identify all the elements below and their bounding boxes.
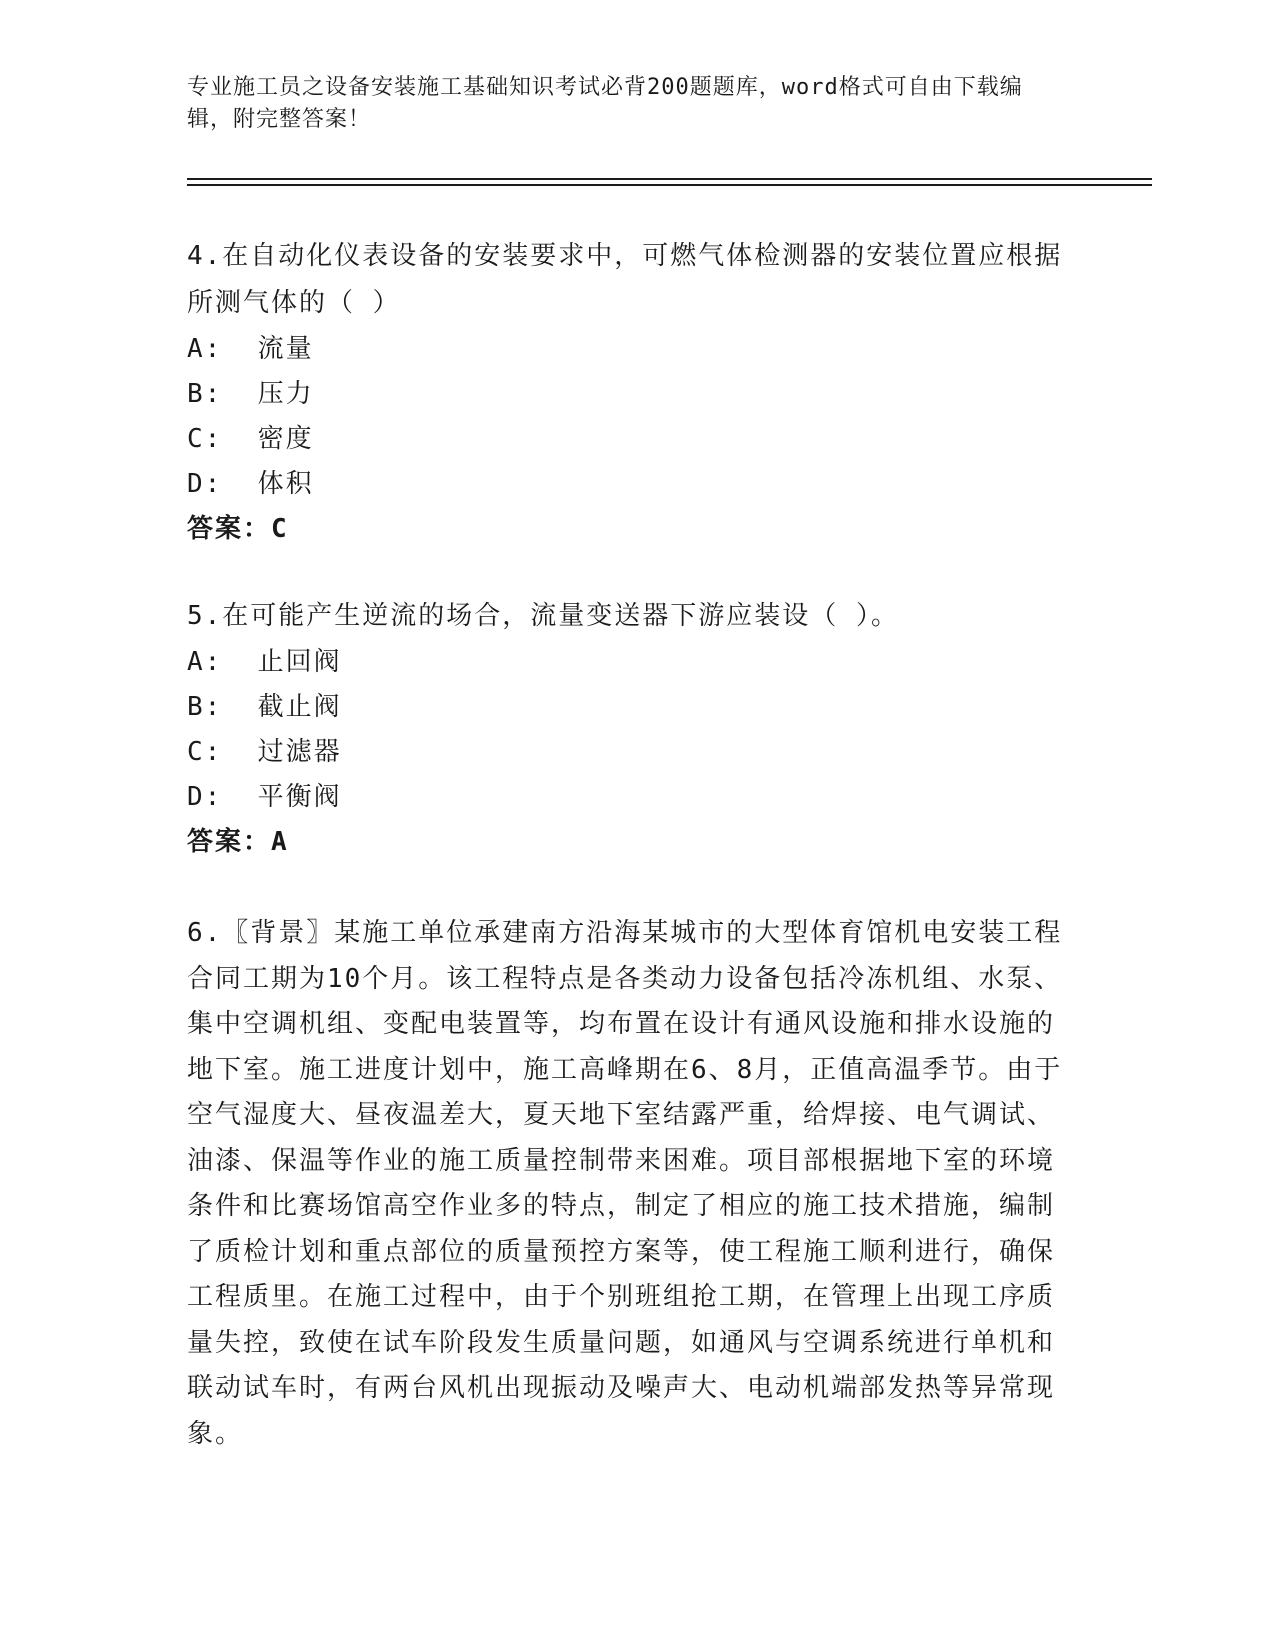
question-stem: 4.在自动化仪表设备的安装要求中，可燃气体检测器的安装位置应根据所测气体的（ ） [187, 241, 1063, 318]
answer: 答案：C [187, 514, 289, 544]
header-divider-top [187, 178, 1152, 180]
option-b: B: 截止阀 [187, 692, 342, 722]
option-c: C: 过滤器 [187, 737, 342, 767]
question-stem: 6.〖背景〗某施工单位承建南方沿海某城市的大型体育馆机电安装工程合同工期为10个月。该工程特点是各类动力设备包括冷冻机组、水泵、集中空调机组、变配电装置等，均布置在设计有通风设施和排水设施的地下室。施工进度计划中，施工高峰期在6、8月，正值高温季节。由于空气湿度大、昼夜温差大，夏天地下室结露严重，给焊接、电气调试、油漆、保温等作业的施工质量控制带来困难。项目部根据地下室的环境条件和比赛场馆高空作业多的特点，制定了相应的施工技术措施，编制了质检计划和重点部位的质量预控方案等，使工程施工顺利进行，确保工程质里。在施工过程中，由于个别班组抢工期，在管理上出现工序质量失控，致使在试车阶段发生质量问题，如通风与空调系统进行单机和联动试车时，有两台风机出现振动及噪声大、电动机端部发热等异常现象。 [187, 918, 1063, 1449]
option-d: D: 体积 [187, 469, 314, 499]
option-b: B: 压力 [187, 379, 314, 409]
question-stem: 5.在可能产生逆流的场合，流量变送器下游应装设（ ）。 [187, 601, 899, 631]
answer: 答案：A [187, 827, 289, 857]
question-6 [187, 911, 1067, 1457]
question-5 [187, 593, 1067, 865]
header-divider-bottom [187, 184, 1152, 186]
option-d: D: 平衡阀 [187, 782, 342, 812]
question-4 [187, 233, 1067, 552]
option-a: A: 流量 [187, 334, 314, 364]
document-header: 专业施工员之设备安装施工基础知识考试必背200题题库，word格式可自由下载编辑，附完整答案！ [187, 75, 1023, 132]
option-a: A: 止回阀 [187, 647, 342, 677]
option-c: C: 密度 [187, 424, 314, 454]
